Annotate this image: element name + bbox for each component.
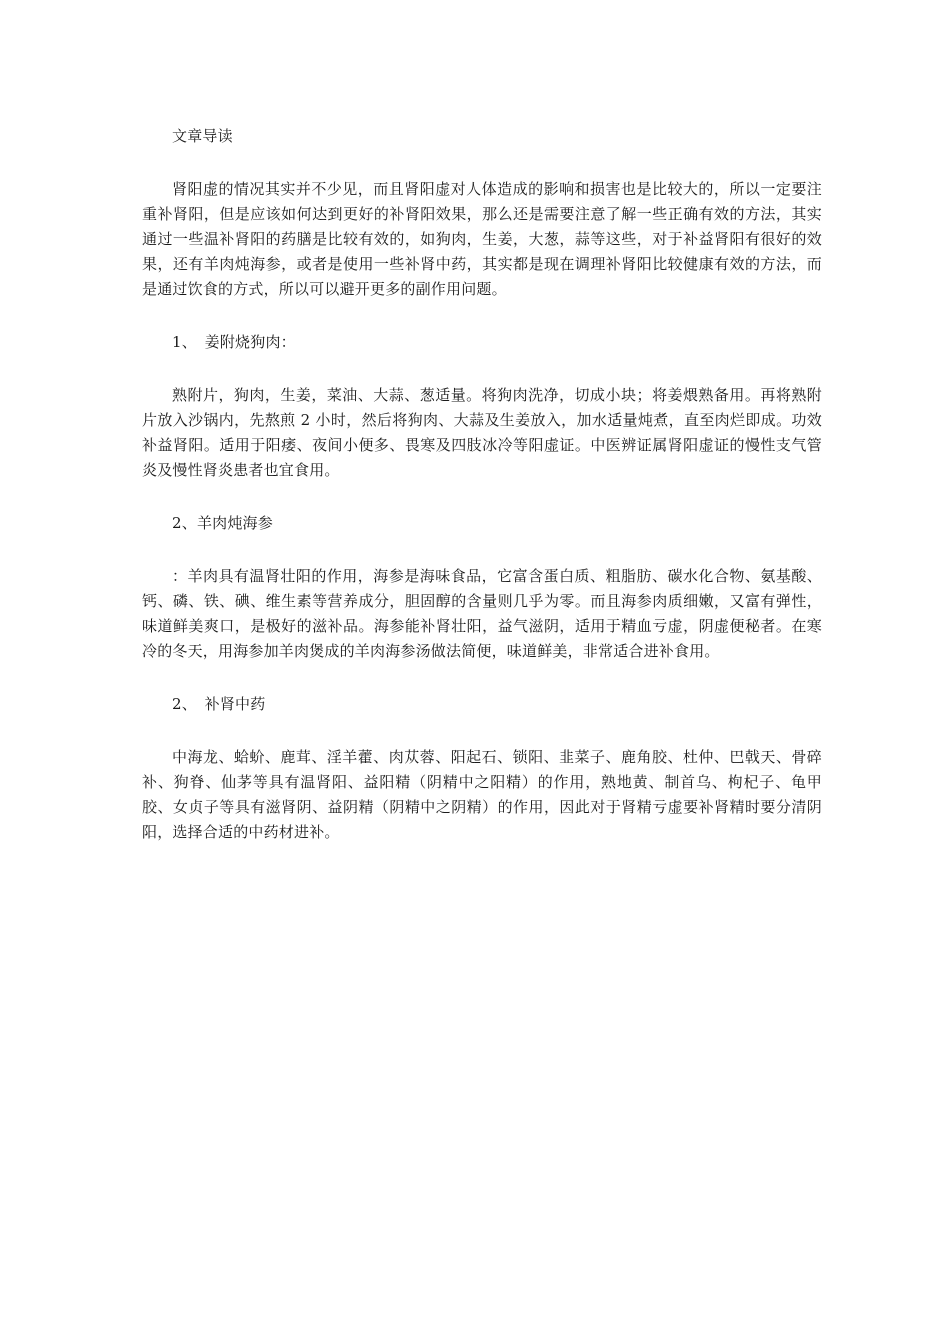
spacer <box>142 302 822 330</box>
spacer <box>142 717 822 745</box>
spacer <box>142 355 822 383</box>
spacer <box>142 149 822 177</box>
intro-paragraph: 肾阳虚的情况其实并不少见，而且肾阳虚对人体造成的影响和损害也是比较大的，所以一定要注重补肾阳，但是应该如何达到更好的补肾阳效果，那么还是需要注意了解一些正确有效的方法，其实通过一些温补肾阳的药膳是比较有效的，如狗肉，生姜，大葱，蒜等这些，对于补益肾阳有很好的效果，还有羊肉炖海参，或者是使用一些补肾中药，其实都是现在调理补肾阳比较健康有效的方法，而是通过饮食的方式，所以可以避开更多的副作用问题。 <box>142 180 822 298</box>
section-body-1: 熟附片，狗肉，生姜，菜油、大蒜、葱适量。将狗肉洗净，切成小块；将姜煨熟备用。再将熟附片放入沙锅内，先熬煎 2 小时，然后将狗肉、大蒜及生姜放入，加水适量炖煮，直至肉烂即成。功效补益肾阳。适用于阳痿、夜间小便多、畏寒及四肢冰冷等阳虚证。中医辨证属肾阳虚证的慢性支气管炎及慢性肾炎患者也宜食用。 <box>142 386 822 479</box>
document-title: 文章导读 <box>172 127 233 145</box>
section-heading-3: 2、 补肾中药 <box>172 695 266 713</box>
spacer <box>142 664 822 692</box>
section-heading-1: 1、 姜附烧狗肉： <box>172 333 296 351</box>
section-body-2: ：羊肉具有温肾壮阳的作用，海参是海味食品，它富含蛋白质、粗脂肪、碳水化合物、氨基酸、钙、磷、铁、碘、维生素等营养成分，胆固醇的含量则几乎为零。而且海参肉质细嫩，又富有弹性，味道鲜美爽口，是极好的滋补品。海参能补肾壮阳，益气滋阴，适用于精血亏虚，阴虚便秘者。在寒冷的冬天，用海参加羊肉煲成的羊肉海参汤做法简便，味道鲜美，非常适合进补食用。 <box>142 567 822 660</box>
spacer <box>142 536 822 564</box>
section-heading-2: 2、羊肉炖海参 <box>172 514 273 532</box>
section-body-3: 中海龙、蛤蚧、鹿茸、淫羊藿、肉苁蓉、阳起石、锁阳、韭菜子、鹿角胶、杜仲、巴戟天、骨碎补、狗脊、仙茅等具有温肾阳、益阳精（阴精中之阳精）的作用，熟地黄、制首乌、枸杞子、龟甲胶、女贞子等具有滋肾阴、益阴精（阴精中之阴精）的作用，因此对于肾精亏虚要补肾精时要分清阴阳，选择合适的中药材进补。 <box>142 748 822 841</box>
document-body <box>142 124 822 845</box>
spacer <box>142 483 822 511</box>
